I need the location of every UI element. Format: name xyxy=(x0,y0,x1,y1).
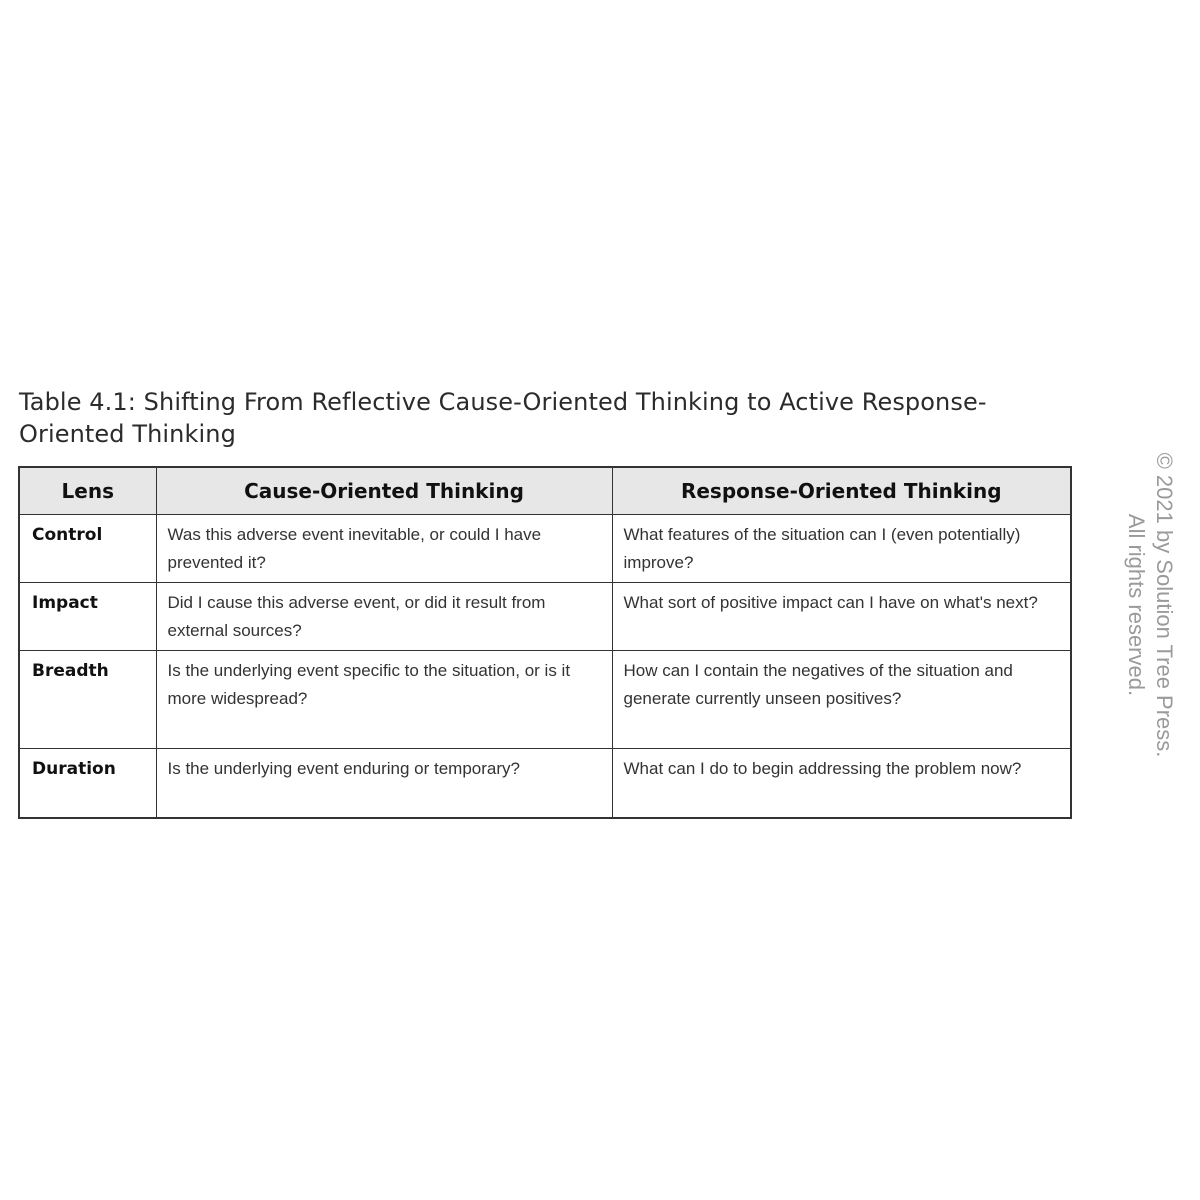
response-cell: What sort of positive impact can I have on what's next? xyxy=(612,583,1071,651)
response-cell: How can I contain the negatives of the situation and generate currently unseen positives? xyxy=(612,651,1071,749)
column-header-lens: Lens xyxy=(19,467,156,515)
table-row xyxy=(19,515,1071,583)
table-header-row xyxy=(19,467,1071,515)
table-row xyxy=(19,583,1071,651)
cause-cell: Is the underlying event specific to the situation, or is it more widespread? xyxy=(156,651,612,749)
copyright-line-1: © 2021 by Solution Tree Press. xyxy=(1152,452,1177,758)
copyright-line-2: All rights reserved. xyxy=(1124,513,1149,697)
thinking-shift-table xyxy=(18,466,1072,819)
response-cell: What features of the situation can I (even potentially) improve? xyxy=(612,515,1071,583)
table-row xyxy=(19,749,1071,819)
column-header-cause: Cause-Oriented Thinking xyxy=(156,467,612,515)
lens-cell: Control xyxy=(19,515,156,583)
cause-cell: Was this adverse event inevitable, or could I have prevented it? xyxy=(156,515,612,583)
table-caption: Table 4.1: Shifting From Reflective Cause-Oriented Thinking to Active Response-Oriented Thinking xyxy=(19,388,987,448)
response-cell: What can I do to begin addressing the problem now? xyxy=(612,749,1071,819)
lens-cell: Duration xyxy=(19,749,156,819)
cause-cell: Is the underlying event enduring or temporary? xyxy=(156,749,612,819)
lens-cell: Impact xyxy=(19,583,156,651)
table-row xyxy=(19,651,1071,749)
copyright-notice xyxy=(1108,415,1178,795)
cause-cell: Did I cause this adverse event, or did it result from external sources? xyxy=(156,583,612,651)
lens-cell: Breadth xyxy=(19,651,156,749)
column-header-response: Response-Oriented Thinking xyxy=(612,467,1071,515)
